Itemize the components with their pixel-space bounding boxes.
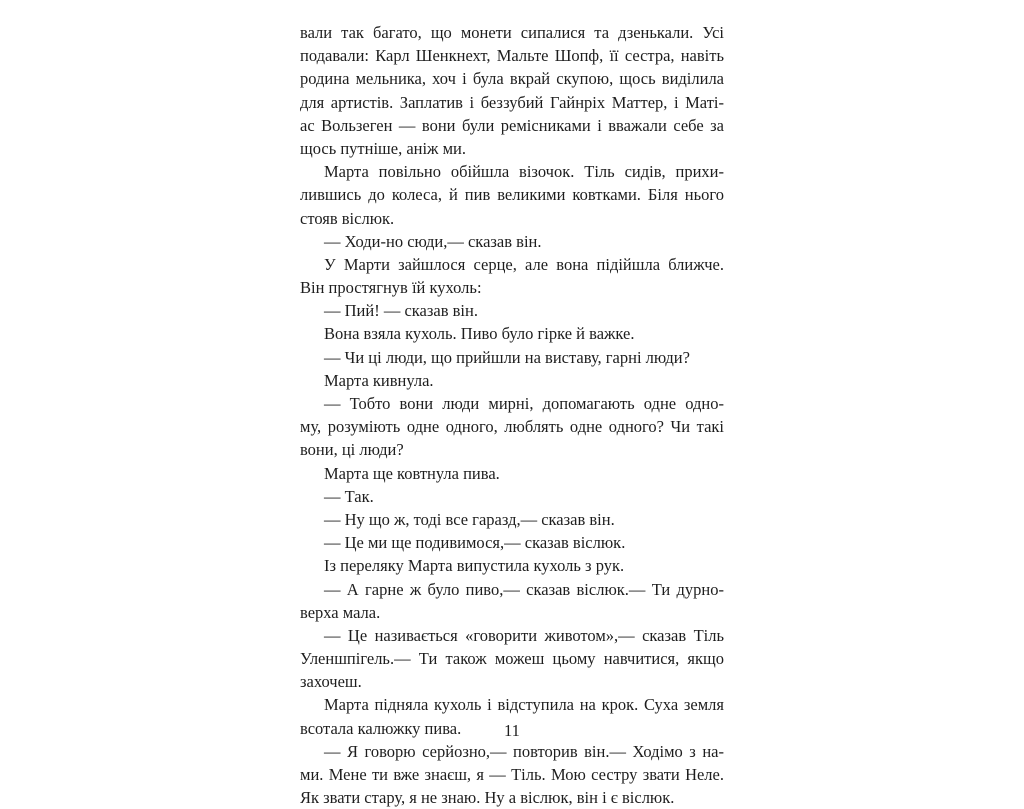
text-line: Він простягнув їй кухоль: bbox=[300, 278, 482, 298]
text-line: Марта ще ковтнула пива. bbox=[324, 463, 500, 483]
text-line: стояв віслюк. bbox=[300, 208, 395, 228]
text-line: — А гарне ж було пиво,— сказав віслюк.— Ти дурно- bbox=[324, 579, 724, 599]
text-line: для артистів. Заплатив і беззубий Гайнріх Маттер, і Маті- bbox=[300, 92, 724, 112]
text-line: вали так багато, що монети сипалися та дзенькали. Усі bbox=[300, 23, 724, 42]
text-line: ми. Мене ти вже знаєш, я — Тіль. Мою сестру звати Неле. bbox=[300, 765, 724, 784]
text-line: — Я говорю серйозно,— повторив він.— Ходімо з на- bbox=[324, 741, 724, 761]
text-line: — Тобто вони люди мирні, допомагають одне одно- bbox=[324, 394, 724, 413]
text-line: — Ну що ж, тоді все гаразд,— сказав він. bbox=[324, 509, 615, 529]
text-line: Марта повільно обійшла візочок. Тіль сидів, прихи- bbox=[324, 162, 724, 182]
text-line: лившись до колеса, й пив великими ковтками. Біля нього bbox=[300, 185, 724, 205]
text-line: Із переляку Марта випустила кухоль з рук. bbox=[324, 556, 625, 576]
book-page-text bbox=[300, 21, 724, 809]
text-line: — Так. bbox=[324, 486, 374, 506]
text-line: — Це називається «говорити животом»,— сказав Тіль bbox=[324, 625, 724, 645]
text-line: Вона взяла кухоль. Пиво було гірке й важке. bbox=[324, 324, 635, 344]
text-line: — Це ми ще подивимося,— сказав віслюк. bbox=[324, 533, 626, 553]
text-line: Марта кивнула. bbox=[324, 370, 434, 390]
text-line: верха мала. bbox=[300, 602, 381, 622]
text-line: — Пий! — сказав він. bbox=[324, 301, 478, 321]
text-line: Уленшпігель.— Ти також можеш цьому навчитися, якщо bbox=[300, 649, 724, 669]
text-line: щось путніше, аніж ми. bbox=[300, 138, 466, 158]
text-line: У Марти зайшлося серце, але вона підійшла ближче. bbox=[324, 254, 724, 274]
text-line: Марта підняла кухоль і відступила на крок. Суха земля bbox=[324, 695, 724, 715]
text-line: вони, ці люди? bbox=[300, 440, 404, 460]
text-line: — Чи ці люди, що прийшли на виставу, гарні люди? bbox=[324, 347, 690, 367]
page-number: 11 bbox=[504, 721, 520, 740]
text-line: подавали: Карл Шенкнехт, Мальте Шопф, її сестра, навіть bbox=[300, 46, 724, 66]
text-line: родина мельника, хоч і була вкрай скупою, щось виділила bbox=[300, 69, 724, 89]
text-line: ас Вользеген — вони були ремісниками і вважали себе за bbox=[300, 115, 724, 135]
text-line: — Ходи-но сюди,— сказав він. bbox=[324, 231, 542, 251]
text-line: му, розуміють одне одного, люблять одне одного? Чи такі bbox=[300, 417, 724, 437]
text-line: Як звати стару, я не знаю. Ну а віслюк, він і є віслюк. bbox=[300, 788, 675, 808]
text-line: всотала калюжку пива. bbox=[300, 718, 462, 738]
text-line: захочеш. bbox=[300, 672, 362, 692]
